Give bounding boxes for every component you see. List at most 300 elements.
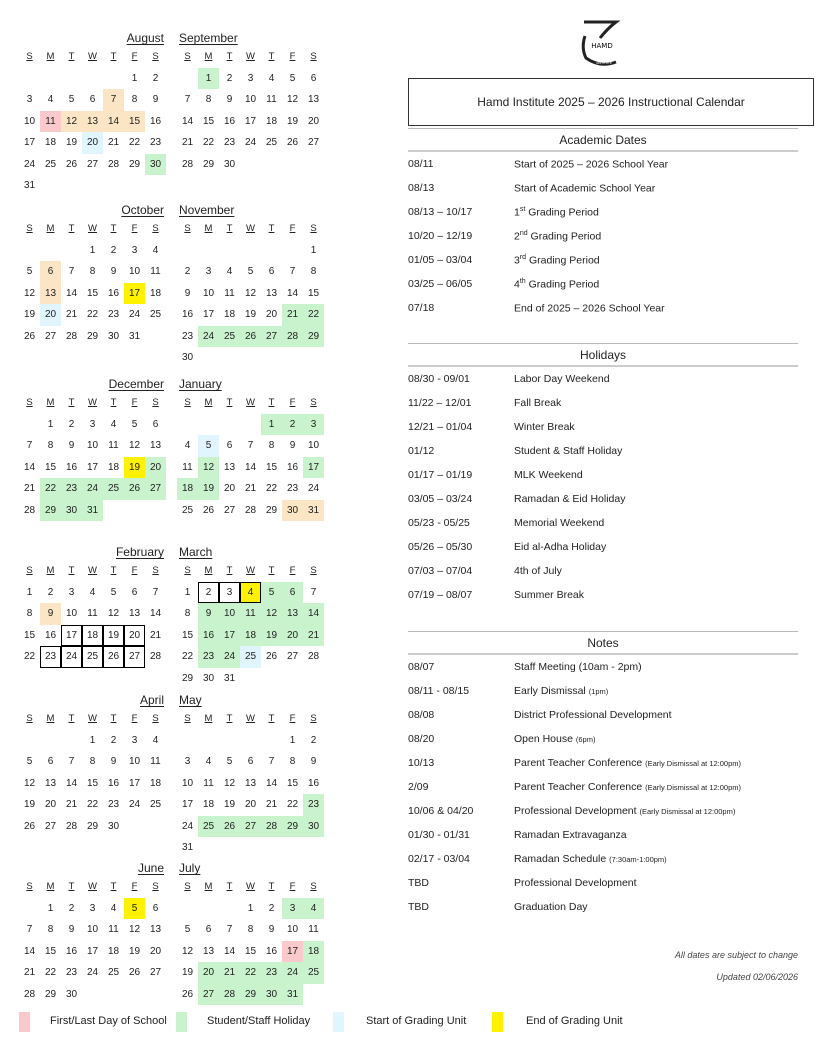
day-cell: 21 xyxy=(244,483,257,495)
day-cell: 1 xyxy=(47,902,54,914)
day-cell: 12 xyxy=(223,777,236,789)
legend-label: First/Last Day of School xyxy=(50,1015,167,1027)
holiday-row xyxy=(408,463,798,487)
day-cell: 10 xyxy=(307,440,320,452)
day-cell: 2 xyxy=(310,734,317,746)
day-cell: 28 xyxy=(261,816,282,838)
day-cell: 18 xyxy=(107,945,120,957)
day-cell: 4 xyxy=(240,582,261,604)
row-text: Start of 2025 – 2026 School Year xyxy=(514,158,669,171)
day-cell: 9 xyxy=(184,287,191,299)
day-cell: 3 xyxy=(282,898,303,920)
weekday-header: T xyxy=(110,565,117,577)
empty-cell xyxy=(261,730,282,752)
month-title: January xyxy=(179,377,222,391)
day-cell: 23 xyxy=(107,309,120,321)
day-cell: 22 xyxy=(23,651,36,663)
day-cell: 2 xyxy=(110,734,117,746)
day-cell: 10 xyxy=(128,756,141,768)
day-cell: 6 xyxy=(40,261,61,283)
weekday-header: W xyxy=(246,713,255,725)
day-cell: 15 xyxy=(181,629,194,641)
weekday-header: T xyxy=(68,565,75,577)
row-text: Ramadan Extravaganza xyxy=(514,829,627,841)
day-cell: 26 xyxy=(286,137,299,149)
day-cell: 20 xyxy=(265,309,278,321)
day-cell: 28 xyxy=(181,158,194,170)
row-date: 08/08 xyxy=(408,709,435,721)
row-text: Winter Break xyxy=(514,421,575,433)
day-cell: 12 xyxy=(244,287,257,299)
day-cell: 16 xyxy=(181,309,194,321)
weekday-header: T xyxy=(110,397,117,409)
day-cell: 9 xyxy=(289,440,296,452)
empty-cell xyxy=(40,68,61,90)
day-cell: 22 xyxy=(202,137,215,149)
empty-cell xyxy=(19,68,40,90)
empty-cell xyxy=(177,898,198,920)
empty-cell xyxy=(177,414,198,436)
day-cell: 24 xyxy=(244,137,257,149)
row-date: 08/20 xyxy=(408,733,435,745)
row-text: Ramadan & Eid Holiday xyxy=(514,493,626,505)
month-april xyxy=(19,686,166,837)
day-cell: 10 xyxy=(86,440,99,452)
month-grid xyxy=(177,46,324,175)
day-cell: 13 xyxy=(282,603,303,625)
weekday-header: S xyxy=(184,223,191,235)
day-cell: 18 xyxy=(82,625,103,647)
weekday-header: T xyxy=(226,713,233,725)
day-cell: 14 xyxy=(23,945,36,957)
row-text: District Professional Development xyxy=(514,709,672,721)
day-cell: 7 xyxy=(268,756,275,768)
academic-row xyxy=(408,200,798,224)
empty-cell xyxy=(177,240,198,262)
weekday-header: S xyxy=(310,565,317,577)
day-cell: 12 xyxy=(61,111,82,133)
day-cell: 9 xyxy=(198,603,219,625)
day-cell: 27 xyxy=(124,646,145,668)
legend-swatch-end-grading xyxy=(492,1012,503,1032)
month-title: June xyxy=(137,861,164,875)
month-july xyxy=(177,854,324,1005)
day-cell: 22 xyxy=(286,799,299,811)
weekday-header: T xyxy=(268,223,275,235)
note-row xyxy=(408,871,798,895)
day-cell: 16 xyxy=(286,461,299,473)
day-cell: 3 xyxy=(303,414,324,436)
row-date: 12/21 – 01/04 xyxy=(408,421,473,433)
day-cell: 17 xyxy=(86,461,99,473)
day-cell: 14 xyxy=(223,945,236,957)
logo-subtext: INSTITUTE xyxy=(596,61,612,65)
day-cell: 6 xyxy=(282,582,303,604)
legend-swatch-holiday xyxy=(176,1012,187,1032)
day-cell: 13 xyxy=(244,777,257,789)
weekday-header: M xyxy=(204,51,213,63)
day-cell: 26 xyxy=(23,820,36,832)
weekday-header: T xyxy=(68,713,75,725)
day-cell: 25 xyxy=(103,478,124,500)
row-date: 03/05 – 03/24 xyxy=(408,493,473,505)
day-cell: 31 xyxy=(181,842,194,854)
weekday-header: T xyxy=(226,51,233,63)
calendar-title-box xyxy=(408,78,814,126)
empty-cell xyxy=(61,68,82,90)
day-cell: 15 xyxy=(44,461,57,473)
day-cell: 13 xyxy=(265,287,278,299)
day-cell: 14 xyxy=(65,777,78,789)
day-cell: 30 xyxy=(202,672,215,684)
academic-row xyxy=(408,176,798,200)
weekday-header: F xyxy=(131,397,138,409)
weekday-header: T xyxy=(268,881,275,893)
day-cell: 10 xyxy=(23,115,36,127)
day-cell: 5 xyxy=(226,756,233,768)
empty-cell xyxy=(40,240,61,262)
weekday-header: W xyxy=(246,397,255,409)
month-grid xyxy=(177,708,324,859)
day-cell: 22 xyxy=(44,967,57,979)
weekday-header: F xyxy=(131,565,138,577)
month-september xyxy=(177,24,324,175)
month-february xyxy=(19,538,166,668)
day-cell: 21 xyxy=(23,967,36,979)
row-text: Early Dismissal (1pm) xyxy=(514,685,609,697)
day-cell: 8 xyxy=(247,924,254,936)
day-cell: 25 xyxy=(82,646,103,668)
row-text: Open House (6pm) xyxy=(514,733,596,745)
weekday-header: T xyxy=(226,397,233,409)
day-cell: 11 xyxy=(203,777,214,789)
weekday-header: T xyxy=(226,223,233,235)
empty-cell xyxy=(261,240,282,262)
day-cell: 22 xyxy=(265,483,278,495)
day-cell: 27 xyxy=(44,330,57,342)
day-cell: 25 xyxy=(303,962,324,984)
day-cell: 13 xyxy=(202,945,215,957)
day-cell: 11 xyxy=(182,461,193,473)
day-cell: 12 xyxy=(107,608,120,620)
weekday-header: F xyxy=(289,713,296,725)
day-cell: 26 xyxy=(23,330,36,342)
month-grid xyxy=(19,560,166,668)
day-cell: 15 xyxy=(286,777,299,789)
day-cell: 8 xyxy=(47,440,54,452)
day-cell: 28 xyxy=(307,651,320,663)
day-cell: 6 xyxy=(226,440,233,452)
day-cell: 19 xyxy=(23,799,36,811)
row-text: Fall Break xyxy=(514,397,562,409)
day-cell: 24 xyxy=(61,646,82,668)
weekday-header: F xyxy=(289,565,296,577)
day-cell: 25 xyxy=(265,137,278,149)
weekday-header: W xyxy=(88,565,97,577)
day-cell: 24 xyxy=(128,799,141,811)
holiday-row xyxy=(408,439,798,463)
empty-cell xyxy=(240,240,261,262)
day-cell: 25 xyxy=(219,326,240,348)
day-cell: 20 xyxy=(40,304,61,326)
note-row xyxy=(408,823,798,847)
day-cell: 16 xyxy=(44,629,57,641)
weekday-header: S xyxy=(152,881,159,893)
weekday-header: F xyxy=(131,223,138,235)
day-cell: 30 xyxy=(107,820,120,832)
day-cell: 8 xyxy=(289,756,296,768)
weekday-header: S xyxy=(184,397,191,409)
day-cell: 16 xyxy=(307,777,320,789)
day-cell: 3 xyxy=(26,94,33,106)
row-text: Graduation Day xyxy=(514,901,588,913)
day-cell: 4 xyxy=(184,440,191,452)
day-cell: 18 xyxy=(177,478,198,500)
day-cell: 4 xyxy=(110,418,117,430)
day-cell: 30 xyxy=(261,984,282,1006)
weekday-header: T xyxy=(110,51,117,63)
day-cell: 17 xyxy=(23,137,36,149)
day-cell: 8 xyxy=(89,756,96,768)
day-cell: 15 xyxy=(86,777,99,789)
row-date: 01/05 – 03/04 xyxy=(408,254,473,266)
row-date: 08/13 – 10/17 xyxy=(408,206,473,218)
day-cell: 27 xyxy=(44,820,57,832)
holiday-row xyxy=(408,415,798,439)
day-cell: 25 xyxy=(181,504,194,516)
day-cell: 14 xyxy=(303,603,324,625)
day-cell: 2 xyxy=(152,72,159,84)
day-cell: 22 xyxy=(303,304,324,326)
month-title: November xyxy=(179,203,235,217)
day-cell: 12 xyxy=(23,287,36,299)
day-cell: 5 xyxy=(110,586,117,598)
empty-cell xyxy=(219,414,240,436)
day-cell: 2 xyxy=(198,582,219,604)
day-cell: 5 xyxy=(289,72,296,84)
day-cell: 1 xyxy=(247,902,254,914)
day-cell: 10 xyxy=(86,924,99,936)
row-date: 08/13 xyxy=(408,182,435,194)
day-cell: 7 xyxy=(310,586,317,598)
weekday-header: S xyxy=(26,881,33,893)
section-heading: Notes xyxy=(408,631,798,655)
month-march xyxy=(177,538,324,689)
day-cell: 27 xyxy=(198,984,219,1006)
day-cell: 1 xyxy=(261,414,282,436)
weekday-header: T xyxy=(110,881,117,893)
day-cell: 16 xyxy=(107,287,120,299)
day-cell: 6 xyxy=(205,924,212,936)
day-cell: 13 xyxy=(82,111,103,133)
day-cell: 21 xyxy=(181,137,194,149)
day-cell: 21 xyxy=(219,962,240,984)
weekday-header: F xyxy=(289,51,296,63)
empty-cell xyxy=(198,414,219,436)
weekday-header: M xyxy=(204,881,213,893)
legend-label: Start of Grading Unit xyxy=(366,1015,467,1027)
day-cell: 5 xyxy=(198,435,219,457)
empty-cell xyxy=(61,240,82,262)
day-cell: 19 xyxy=(103,625,124,647)
weekday-header: S xyxy=(26,51,33,63)
day-cell: 29 xyxy=(86,820,99,832)
day-cell: 5 xyxy=(124,898,145,920)
day-cell: 23 xyxy=(223,137,236,149)
day-cell: 21 xyxy=(65,799,78,811)
month-grid xyxy=(19,876,166,1005)
month-november xyxy=(177,196,324,369)
empty-cell xyxy=(19,898,40,920)
month-title: July xyxy=(179,861,201,875)
empty-cell xyxy=(19,414,40,436)
day-cell: 15 xyxy=(265,461,278,473)
day-cell: 4 xyxy=(110,902,117,914)
row-text: Labor Day Weekend xyxy=(514,373,610,385)
day-cell: 15 xyxy=(44,945,57,957)
day-cell: 22 xyxy=(181,651,194,663)
day-cell: 29 xyxy=(86,330,99,342)
day-cell: 29 xyxy=(128,158,141,170)
day-cell: 3 xyxy=(68,586,75,598)
row-text: Professional Development (Early Dismissal at 12:00pm) xyxy=(514,805,736,817)
month-title: December xyxy=(108,377,164,391)
day-cell: 5 xyxy=(26,756,33,768)
weekday-header: S xyxy=(26,223,33,235)
day-cell: 4 xyxy=(89,586,96,598)
weekday-header: S xyxy=(184,51,191,63)
day-cell: 4 xyxy=(205,756,212,768)
day-cell: 26 xyxy=(219,816,240,838)
row-text: 4th of July xyxy=(514,565,562,577)
day-cell: 5 xyxy=(26,266,33,278)
day-cell: 1 xyxy=(89,244,96,256)
day-cell: 25 xyxy=(149,799,162,811)
day-cell: 5 xyxy=(261,582,282,604)
row-text: 1st Grading Period xyxy=(514,205,599,219)
empty-cell xyxy=(82,68,103,90)
row-date: 07/18 xyxy=(408,302,435,314)
day-cell: 31 xyxy=(82,500,103,522)
day-cell: 14 xyxy=(286,287,299,299)
day-cell: 9 xyxy=(68,924,75,936)
weekday-header: T xyxy=(68,223,75,235)
empty-cell xyxy=(19,240,40,262)
day-cell: 14 xyxy=(265,777,278,789)
day-cell: 28 xyxy=(65,820,78,832)
row-text: MLK Weekend xyxy=(514,469,583,481)
day-cell: 4 xyxy=(152,244,159,256)
month-title: March xyxy=(179,545,213,559)
row-date: 07/03 – 07/04 xyxy=(408,565,473,577)
day-cell: 16 xyxy=(149,115,162,127)
empty-cell xyxy=(103,68,124,90)
row-date: 08/11 xyxy=(408,158,434,170)
day-cell: 17 xyxy=(124,283,145,305)
note-row xyxy=(408,799,798,823)
empty-cell xyxy=(61,730,82,752)
month-may xyxy=(177,686,324,859)
weekday-header: S xyxy=(184,881,191,893)
academic-row xyxy=(408,248,798,272)
day-cell: 24 xyxy=(198,326,219,348)
day-cell: 30 xyxy=(65,988,78,1000)
weekday-header: M xyxy=(46,881,55,893)
day-cell: 23 xyxy=(40,646,61,668)
day-cell: 3 xyxy=(131,244,138,256)
weekday-header: T xyxy=(268,713,275,725)
day-cell: 9 xyxy=(110,266,117,278)
holiday-row xyxy=(408,535,798,559)
day-cell: 3 xyxy=(89,418,96,430)
day-cell: 27 xyxy=(307,137,320,149)
day-cell: 23 xyxy=(261,962,282,984)
day-cell: 23 xyxy=(198,646,219,668)
day-cell: 31 xyxy=(128,330,141,342)
day-cell: 8 xyxy=(131,94,138,106)
day-cell: 19 xyxy=(286,115,299,127)
day-cell: 9 xyxy=(226,94,233,106)
day-cell: 25 xyxy=(198,816,219,838)
day-cell: 23 xyxy=(149,137,162,149)
row-text: Summer Break xyxy=(514,589,585,601)
day-cell: 29 xyxy=(240,984,261,1006)
day-cell: 25 xyxy=(240,646,261,668)
day-cell: 2 xyxy=(268,902,275,914)
day-cell: 12 xyxy=(128,924,141,936)
day-cell: 13 xyxy=(223,461,236,473)
weekday-header: M xyxy=(46,51,55,63)
section-heading: Holidays xyxy=(408,343,798,367)
empty-cell xyxy=(219,730,240,752)
day-cell: 23 xyxy=(61,478,82,500)
day-cell: 17 xyxy=(181,799,194,811)
day-cell: 4 xyxy=(47,94,54,106)
weekday-header: W xyxy=(246,223,255,235)
day-cell: 6 xyxy=(268,266,275,278)
day-cell: 5 xyxy=(247,266,254,278)
day-cell: 22 xyxy=(86,799,99,811)
weekday-header: W xyxy=(246,565,255,577)
month-title: August xyxy=(126,31,164,45)
day-cell: 7 xyxy=(226,924,233,936)
day-cell: 17 xyxy=(61,625,82,647)
weekday-header: F xyxy=(131,713,138,725)
weekday-header: T xyxy=(110,713,117,725)
row-date: 08/11 - 08/15 xyxy=(408,685,470,697)
day-cell: 4 xyxy=(268,72,275,84)
day-cell: 7 xyxy=(184,94,191,106)
day-cell: 27 xyxy=(286,651,299,663)
day-cell: 15 xyxy=(124,111,145,133)
note-row xyxy=(408,703,798,727)
day-cell: 14 xyxy=(103,111,124,133)
day-cell: 24 xyxy=(23,158,36,170)
day-cell: 19 xyxy=(65,137,78,149)
day-cell: 5 xyxy=(184,924,191,936)
day-cell: 30 xyxy=(282,500,303,522)
holidays-section xyxy=(408,343,798,607)
day-cell: 16 xyxy=(65,945,78,957)
day-cell: 1 xyxy=(310,244,317,256)
note-row xyxy=(408,775,798,799)
day-cell: 17 xyxy=(244,115,257,127)
empty-cell xyxy=(177,68,198,90)
empty-cell xyxy=(219,898,240,920)
day-cell: 14 xyxy=(181,115,194,127)
day-cell: 28 xyxy=(107,158,120,170)
weekday-header: T xyxy=(268,397,275,409)
